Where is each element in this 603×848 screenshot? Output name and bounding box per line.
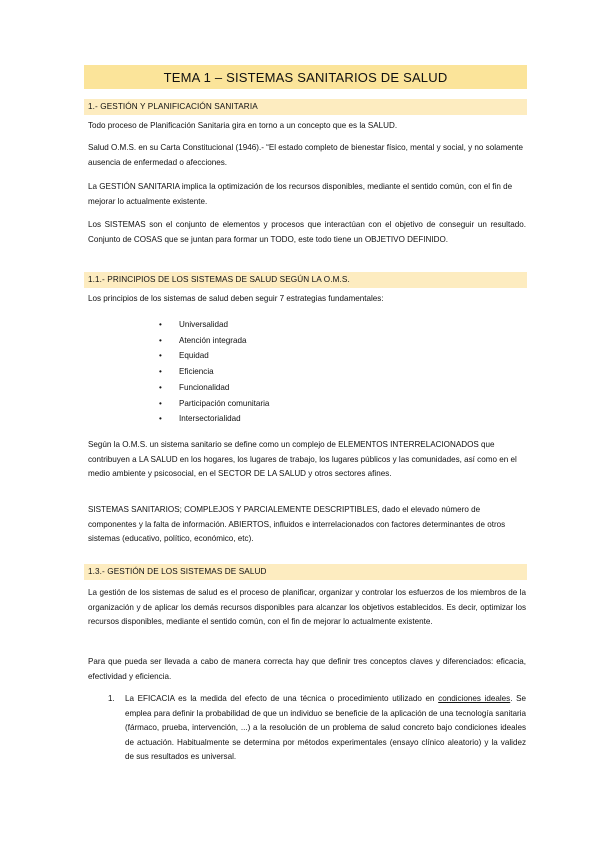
paragraph-gestion-sistemas: La gestión de los sistemas de salud es el proceso de planificar, organizar y controlar los esfuerzos de los miembros de la organización y de aplicar los demás recursos disponibles para alcanzar los objetivos establecidos. Es decir, optimizar los recursos disponibles, mediante el sentido común, con el fin de mejorar lo actualmente existente. [88, 588, 526, 627]
list-item: • Eficiencia [159, 364, 269, 380]
item-text: La EFICACIA es la medida del efecto de una técnica o procedimiento utilizado en condiciones ideales. Se emplea para definir la probabilidad de que un individuo se beneficie de la aplicación de una tecnología sanitaria (fármaco, prueba, intervención, ...) a la resolución de un problema de salud concreto bajo condiciones ideales de actuación. Habitualmente se determina por métodos experimentales (ensayo clínico aleatorio) y la validez de sus resultados es universal. [125, 694, 526, 762]
paragraph-conceptos-claves: Para que pueda ser llevada a cabo de manera correcta hay que definir tres conceptos claves y diferenciados: eficacia, efectividad y eficiencia. [88, 657, 526, 681]
item-number: 1. [108, 694, 115, 703]
paragraph-salud-oms: Salud O.M.S. en su Carta Constitucional (1946).- “El estado completo de bienestar físico, mental y social, y no solamente ausencia de enfermedad o afecciones. [88, 143, 524, 167]
list-item: • Funcionalidad [159, 380, 269, 396]
list-item: • Atención integrada [159, 333, 269, 349]
underlined-term: condiciones ideales [438, 694, 511, 703]
paragraph-sistemas: Los SISTEMAS son el conjunto de elementos y procesos que interactúan con el objetivo de conseguir un resultado. Conjunto de COSAS que se juntan para formar un TODO, este todo tiene un OBJETIVO DEFINIDO. [88, 220, 526, 244]
section-heading-gestion: 1.- GESTIÓN Y PLANIFICACIÓN SANITARIA [84, 99, 527, 115]
numbered-item-eficacia [108, 692, 526, 765]
list-item: • Intersectorialidad [159, 411, 269, 427]
section-heading-gestion-sistemas: 1.3.- GESTIÓN DE LOS SISTEMAS DE SALUD [84, 564, 527, 580]
paragraph-gestion-sanitaria: La GESTIÓN SANITARIA implica la optimización de los recursos disponibles, mediante el sentido común, con el fin de mejorar lo actualmente existente. [88, 182, 513, 206]
list-item: • Equidad [159, 348, 269, 364]
list-item: • Universalidad [159, 317, 269, 333]
paragraph-sistema-sanitario: Según la O.M.S. un sistema sanitario se define como un complejo de ELEMENTOS INTERRELACIONADOS que contribuyen a LA SALUD en los hogares, los lugares de trabajo, los lugares públicos y las comunidades, así como en el medio ambiente y psicosocial, en el SECTOR DE LA SALUD y otros sectores afines. [88, 440, 517, 479]
document-title [84, 65, 527, 89]
paragraph-planificacion: Todo proceso de Planificación Sanitaria gira en torno a un concepto que es la SALUD. [88, 121, 398, 130]
document-title-text: TEMA 1 – SISTEMAS SANITARIOS DE SALUD [163, 69, 448, 85]
principles-list [159, 317, 269, 427]
list-item: • Participación comunitaria [159, 396, 269, 412]
paragraph-sistemas-complejos: SISTEMAS SANITARIOS; COMPLEJOS Y PARCIALEMENTE DESCRIPTIBLES, dado el elevado número de componentes y la falta de información. ABIERTOS, influidos e interrelacionados con factores determinantes de otros sistemas (educativo, político, económico, etc). [88, 505, 506, 544]
section-heading-principios: 1.1.- PRINCIPIOS DE LOS SISTEMAS DE SALUD SEGÚN LA O.M.S. [84, 272, 527, 288]
paragraph-principios-intro: Los principios de los sistemas de salud deben seguir 7 estrategias fundamentales: [88, 294, 384, 303]
